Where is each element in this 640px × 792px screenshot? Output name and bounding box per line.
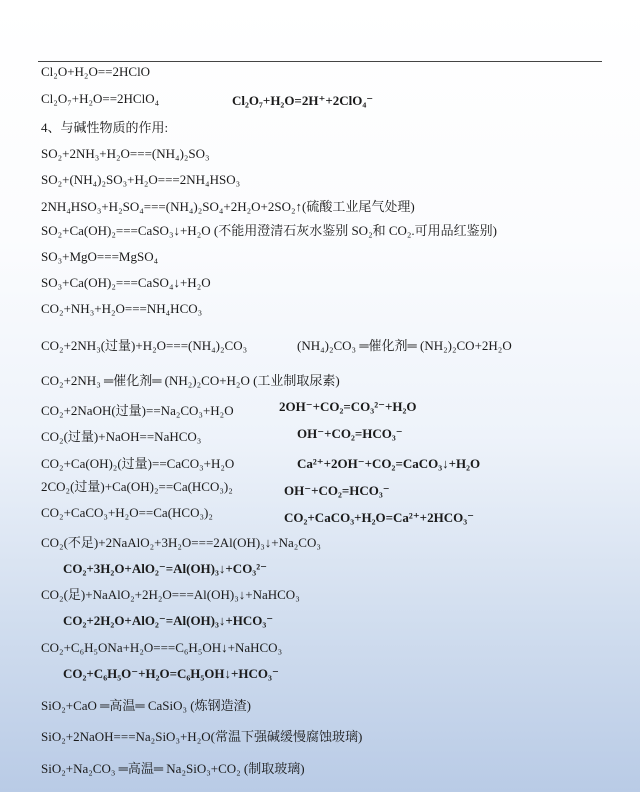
equation-line: CO₂(过量)+NaOH==NaHCO₃: [41, 429, 202, 444]
ionic-equation-line: CO₂+C₆H₅O⁻+H₂O=C₆H₅OH↓+HCO₃⁻: [63, 666, 279, 681]
ionic-equation-line: CO₂+CaCO₃+H₂O=Ca²⁺+2HCO₃⁻: [284, 510, 474, 525]
section-heading: 4、与碱性物质的作用:: [41, 120, 169, 135]
equation-line: CO₂(足)+NaAlO₂+2H₂O===Al(OH)₃↓+NaHCO₃: [41, 587, 300, 602]
equation-line: SO₂+(NH₄)₂SO₃+H₂O===2NH₄HSO₃: [41, 172, 241, 187]
equation-line: SO₃+Ca(OH)₂===CaSO₄↓+H₂O: [41, 275, 211, 290]
equation-line: CO₂+Ca(OH)₂(过量)==CaCO₃+H₂O: [41, 456, 235, 471]
equation-line: 2NH₄HSO₃+H₂SO₄===(NH₄)₂SO₄+2H₂O+2SO₂↑(硫酸工业尾气处理): [41, 199, 415, 214]
ionic-equation-line: OH⁻+CO₂=HCO₃⁻: [284, 483, 390, 498]
equation-line: CO₂+2NH₃ ═催化剂═ (NH₂)₂CO+H₂O (工业制取尿素): [41, 373, 340, 388]
top-rule: [38, 61, 602, 62]
equation-line: CO₂+C₆H₅ONa+H₂O===C₆H₅OH↓+NaHCO₃: [41, 640, 283, 655]
equation-line: SO₃+MgO===MgSO₄: [41, 249, 159, 264]
equation-line: 2CO₂(过量)+Ca(OH)₂==Ca(HCO₃)₂: [41, 479, 233, 494]
ionic-equation-line: Ca²⁺+2OH⁻+CO₂=CaCO₃↓+H₂O: [297, 456, 481, 471]
ionic-equation-line: CO₂+2H₂O+AlO₂⁻=Al(OH)₃↓+HCO₃⁻: [63, 613, 274, 628]
ionic-equation-line: CO₂+3H₂O+AlO₂⁻=Al(OH)₃↓+CO₃²⁻: [63, 561, 267, 576]
equation-line: SiO₂+2NaOH===Na₂SiO₃+H₂O(常温下强碱缓慢腐蚀玻璃): [41, 729, 363, 744]
equation-line: CO₂+2NH₃(过量)+H₂O===(NH₄)₂CO₃: [41, 338, 248, 353]
equation-line: CO₂+NH₃+H₂O===NH₄HCO₃: [41, 301, 203, 316]
equation-line: SO₂+Ca(OH)₂===CaSO₃↓+H₂O (不能用澄清石灰水鉴别 SO₂和 CO₂.可用品红鉴别): [41, 223, 498, 238]
equation-line: CO₂+2NaOH(过量)==Na₂CO₃+H₂O: [41, 403, 234, 418]
equation-line: CO₂+CaCO₃+H₂O==Ca(HCO₃)₂: [41, 505, 213, 520]
equation-line: Cl₂O₇+H₂O==2HClO₄: [41, 91, 160, 106]
equation-line: SiO₂+Na₂CO₃ ═高温═ Na₂SiO₃+CO₂ (制取玻璃): [41, 761, 305, 776]
equation-line: SO₂+2NH₃+H₂O===(NH₄)₂SO₃: [41, 146, 210, 161]
equation-line: SiO₂+CaO ═高温═ CaSiO₃ (炼钢造渣): [41, 698, 251, 713]
ionic-equation-line: 2OH⁻+CO₂=CO₃²⁻+H₂O: [279, 399, 417, 414]
ionic-equation-line: OH⁻+CO₂=HCO₃⁻: [297, 426, 403, 441]
equation-line: CO₂(不足)+2NaAlO₂+3H₂O===2Al(OH)₃↓+Na₂CO₃: [41, 535, 321, 550]
ionic-equation-line: Cl₂O₇+H₂O=2H⁺+2ClO₄⁻: [232, 93, 374, 108]
equation-line: (NH₄)₂CO₃ ═催化剂═ (NH₂)₂CO+2H₂O: [297, 338, 512, 353]
equation-line: Cl₂O+H₂O==2HClO: [41, 64, 151, 79]
